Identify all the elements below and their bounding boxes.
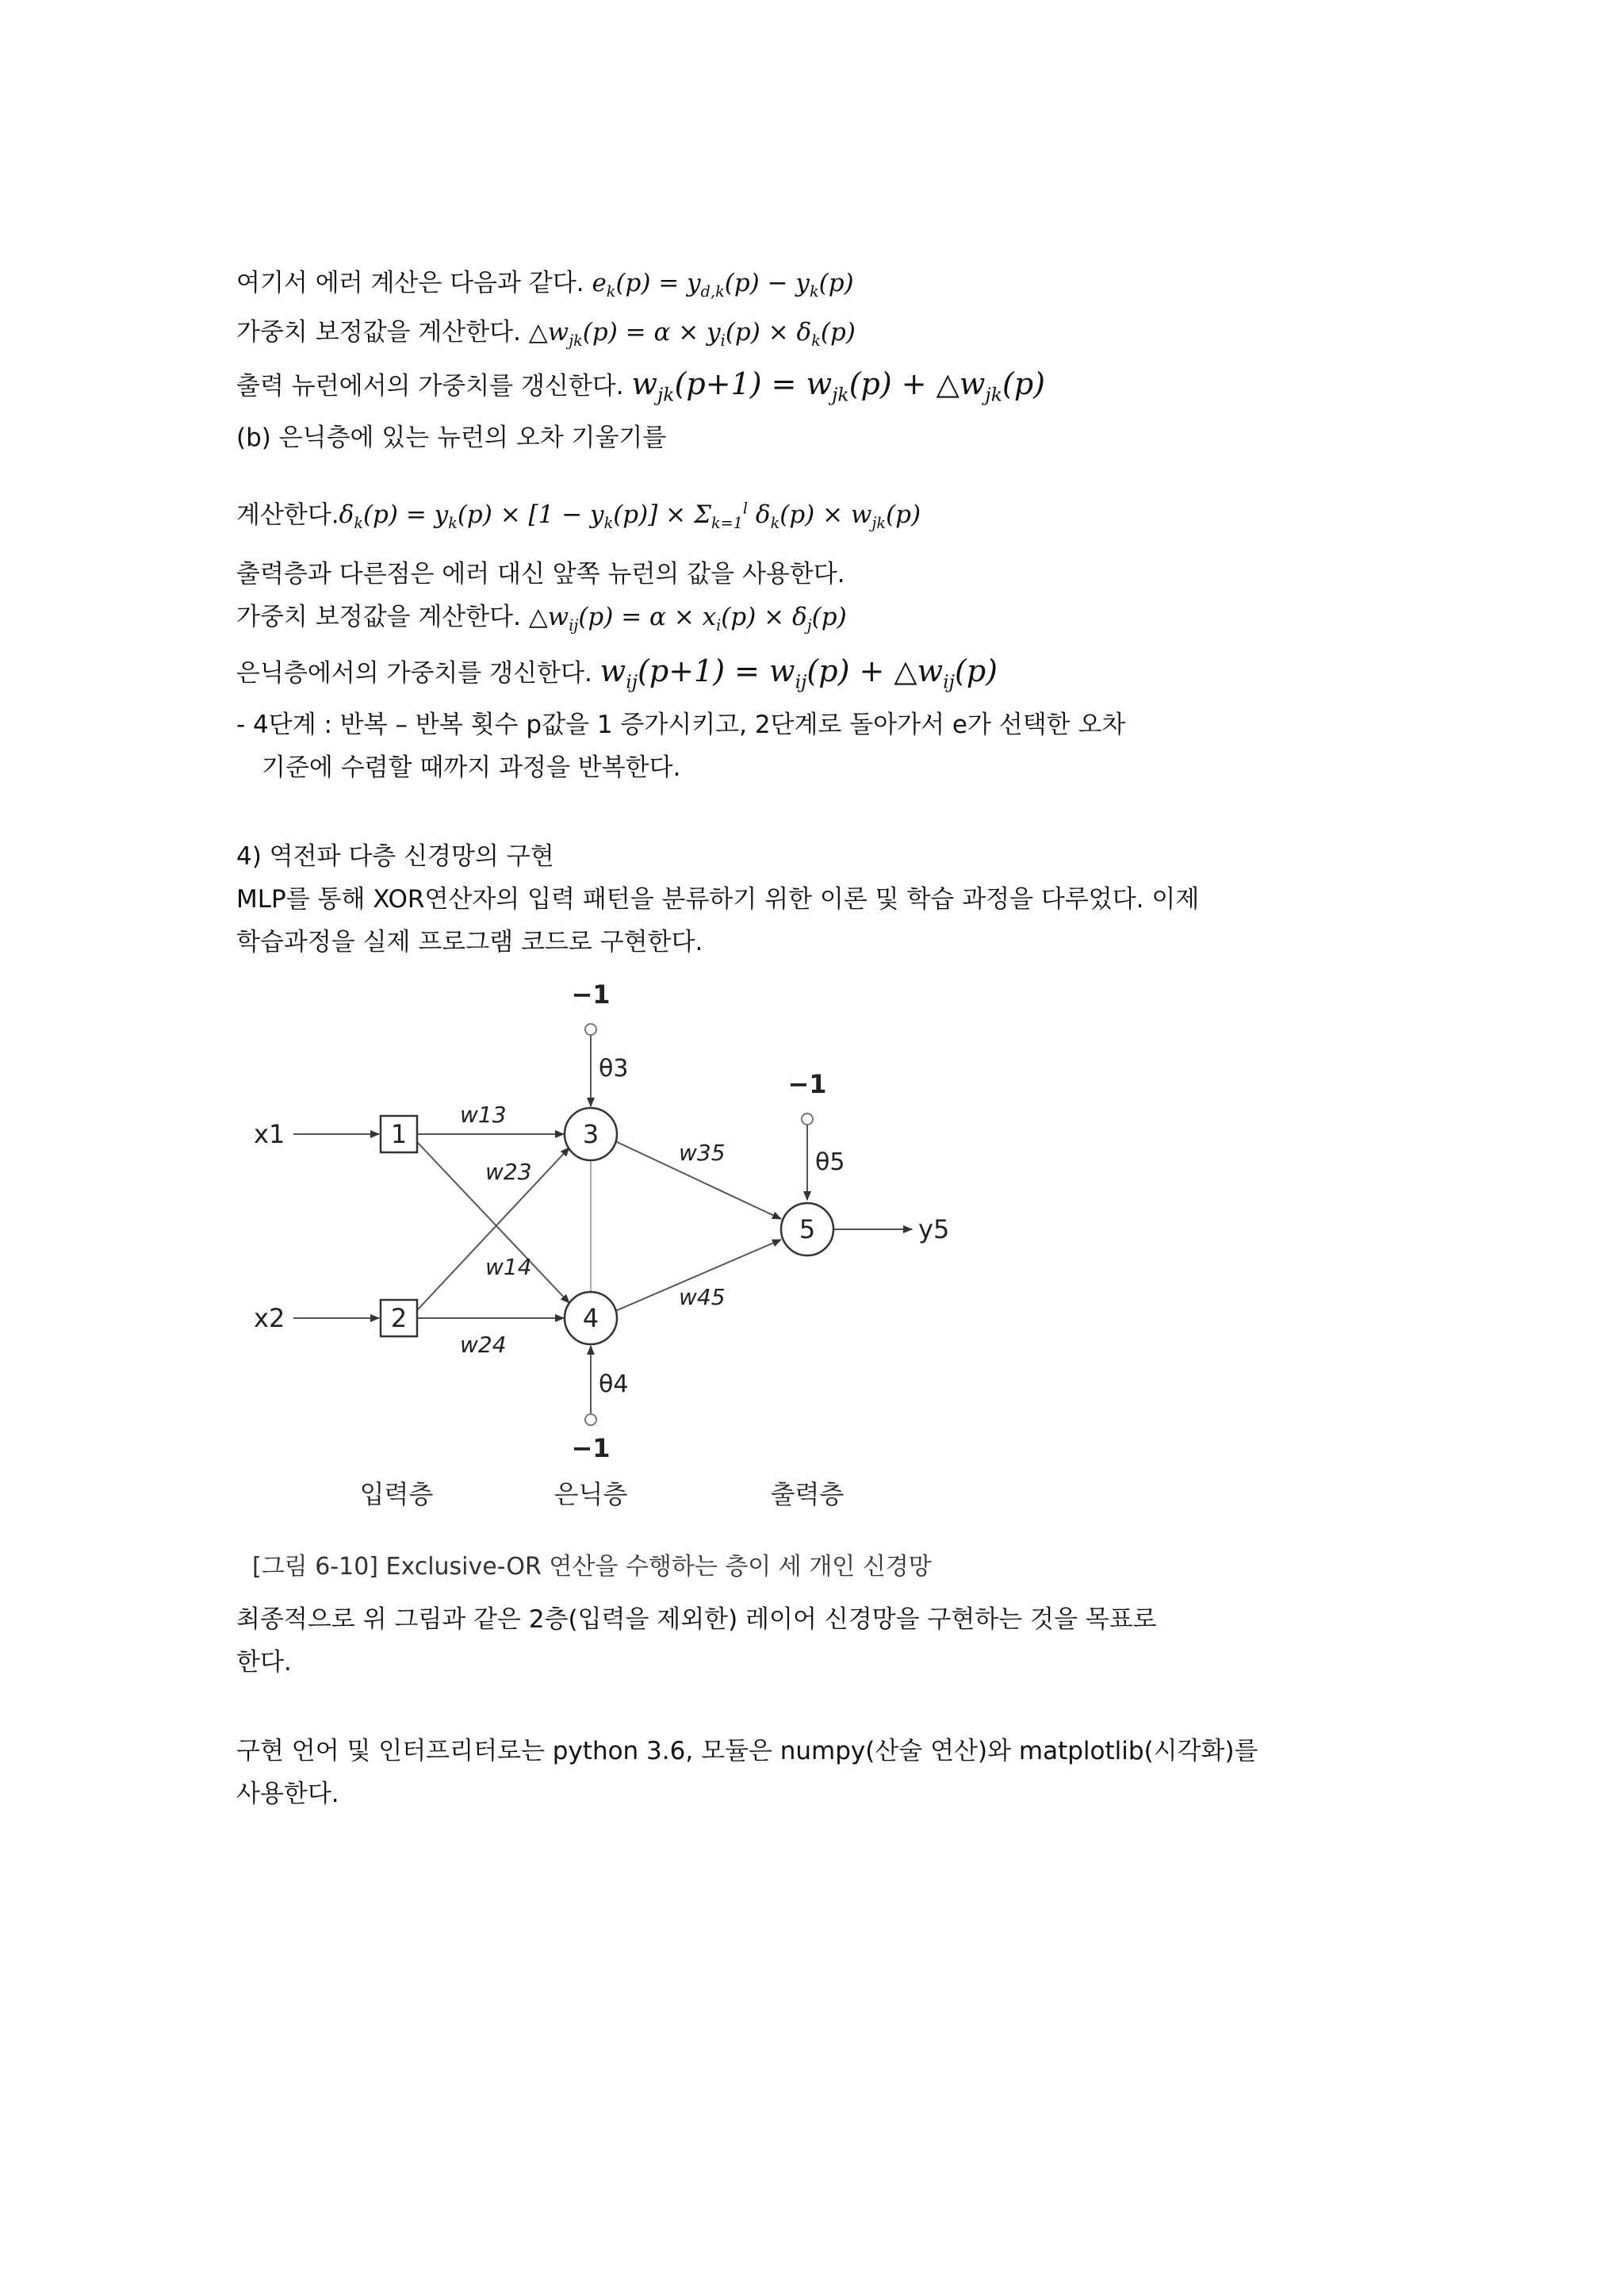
goal-line-2: 한다. <box>236 1648 292 1677</box>
output-weight-correction-formula: $\triangle w_{jk}(p) = \alpha \times y_i(p) \times \delta_k(p)$ <box>528 318 856 351</box>
intro-line-2: 학습과정을 실제 프로그램 코드로 구현한다. <box>236 928 703 956</box>
node-label-1: 1 <box>390 1119 408 1149</box>
node-label-3: 3 <box>582 1119 599 1149</box>
hidden-weight-update-formula: $w_{ij}(p+1) = w_{ij}(p)$ + $\triangle w_{ij}(p)$ <box>599 654 998 693</box>
language-line-2: 사용한다. <box>236 1780 339 1808</box>
bias-label-5: −1 <box>787 1069 827 1099</box>
output-weight-correction-line: 가중치 보정값을 계산한다. $\triangle w_{jk}(p) = \alpha \times y_i(p) \times \delta_k(p)$ <box>236 318 856 351</box>
language-line-1: 구현 언어 및 인터프리터로는 python 3.6, 모듈은 numpy(산술 연산)와 matplotlib(시각화)를 <box>236 1737 1258 1765</box>
input-label-x2: x2 <box>254 1303 285 1333</box>
hidden-weight-update-line: 은닉층에서의 가중치를 갱신한다. $w_{ij}(p+1) = w_{ij}(p)$ + $\triangle w_{ij}(p)$ <box>236 654 998 693</box>
input-label-x1: x1 <box>254 1119 285 1149</box>
step4-continuation: 기준에 수렴할 때까지 과정을 반복한다. <box>262 753 681 782</box>
weight-label-w35: w35 <box>679 1140 726 1166</box>
figure-caption: [그림 6-10] Exclusive-OR 연산을 수행하는 층이 세 개인 신경망 <box>252 1553 932 1581</box>
node-label-4: 4 <box>582 1303 599 1333</box>
bias-label-4: −1 <box>571 1433 611 1463</box>
threshold-label-4: θ4 <box>599 1370 629 1398</box>
node-label-5: 5 <box>799 1214 816 1244</box>
weight-label-w24: w24 <box>460 1332 507 1358</box>
hidden-gradient-heading: (b) 은닉층에 있는 뉴런의 오차 기울기를 <box>236 424 667 452</box>
output-weight-update-formula: $w_{jk}(p+1) = w_{jk}(p)$ + $\triangle w_{jk}(p)$ <box>631 366 1045 406</box>
bias-node-5 <box>802 1114 813 1125</box>
goal-line-1: 최종적으로 위 그림과 같은 2층(입력을 제외한) 레이어 신경망을 구현하는 것을 목표로 <box>236 1605 1157 1634</box>
difference-note-line: 출력층과 다른점은 에러 대신 앞쪽 뉴런의 값을 사용한다. <box>236 560 845 588</box>
hidden-weight-correction-line: 가중치 보정값을 계산한다. $\triangle w_{ij}(p) = \alpha \times x_i(p) \times \delta_j(p)$ <box>236 603 847 635</box>
hidden-gradient-formula: $\delta_k(p) = y_k(p) \times [1 - y_k(p)] \times \Sigma_{k=1}^l$ $\delta_k(p) \times w_{jk}(p)$ <box>339 500 921 533</box>
hidden-gradient-line: 계산한다$.\delta_k(p) = y_k(p) \times [1 - y_k(p)] \times \Sigma_{k=1}^l$ $\delta_k(p) \times w_{jk}(p)$ <box>236 500 921 533</box>
hidden-weight-correction-formula: $\triangle w_{ij}(p) = \alpha \times x_i(p) \times \delta_j(p)$ <box>528 603 847 635</box>
weight-label-w23: w23 <box>485 1159 532 1185</box>
layer-label-hidden: 은닉층 <box>553 1479 628 1509</box>
threshold-label-5: θ5 <box>815 1148 845 1176</box>
output-label-y5: y5 <box>918 1214 950 1244</box>
section-heading: 4) 역전파 다층 신경망의 구현 <box>236 842 554 871</box>
node-label-2: 2 <box>390 1303 408 1333</box>
bias-node-4 <box>585 1414 596 1425</box>
bias-label-3: −1 <box>571 979 611 1010</box>
weight-label-w45: w45 <box>679 1284 726 1310</box>
threshold-label-3: θ3 <box>599 1055 629 1083</box>
output-weight-update-line: 출력 뉴런에서의 가중치를 갱신한다. $w_{jk}(p+1) = w_{jk}(p)$ + $\triangle w_{jk}(p)$ <box>236 366 1045 406</box>
weight-label-w13: w13 <box>460 1102 507 1128</box>
error-formula: $e_k(p) = y_{d,k}(p) - y_k(p)$ <box>592 269 854 301</box>
step4-line: - 4단계 : 반복 – 반복 횟수 p값을 1 증가시키고, 2단계로 돌아가서 e가 선택한 오차 <box>236 711 1126 739</box>
error-calc-line: 여기서 에러 계산은 다음과 같다. $e_k(p) = y_{d,k}(p) - y_k(p)$ <box>236 269 854 301</box>
layer-label-input: 입력층 <box>359 1479 434 1509</box>
intro-line-1: MLP를 통해 XOR연산자의 입력 패턴을 분류하기 위한 이론 및 학습 과정을 다루었다. 이제 <box>236 885 1200 914</box>
xor-network-diagram <box>238 972 999 1527</box>
weight-label-w14: w14 <box>485 1254 532 1280</box>
bias-node-3 <box>585 1024 596 1035</box>
layer-label-output: 출력층 <box>770 1479 845 1509</box>
